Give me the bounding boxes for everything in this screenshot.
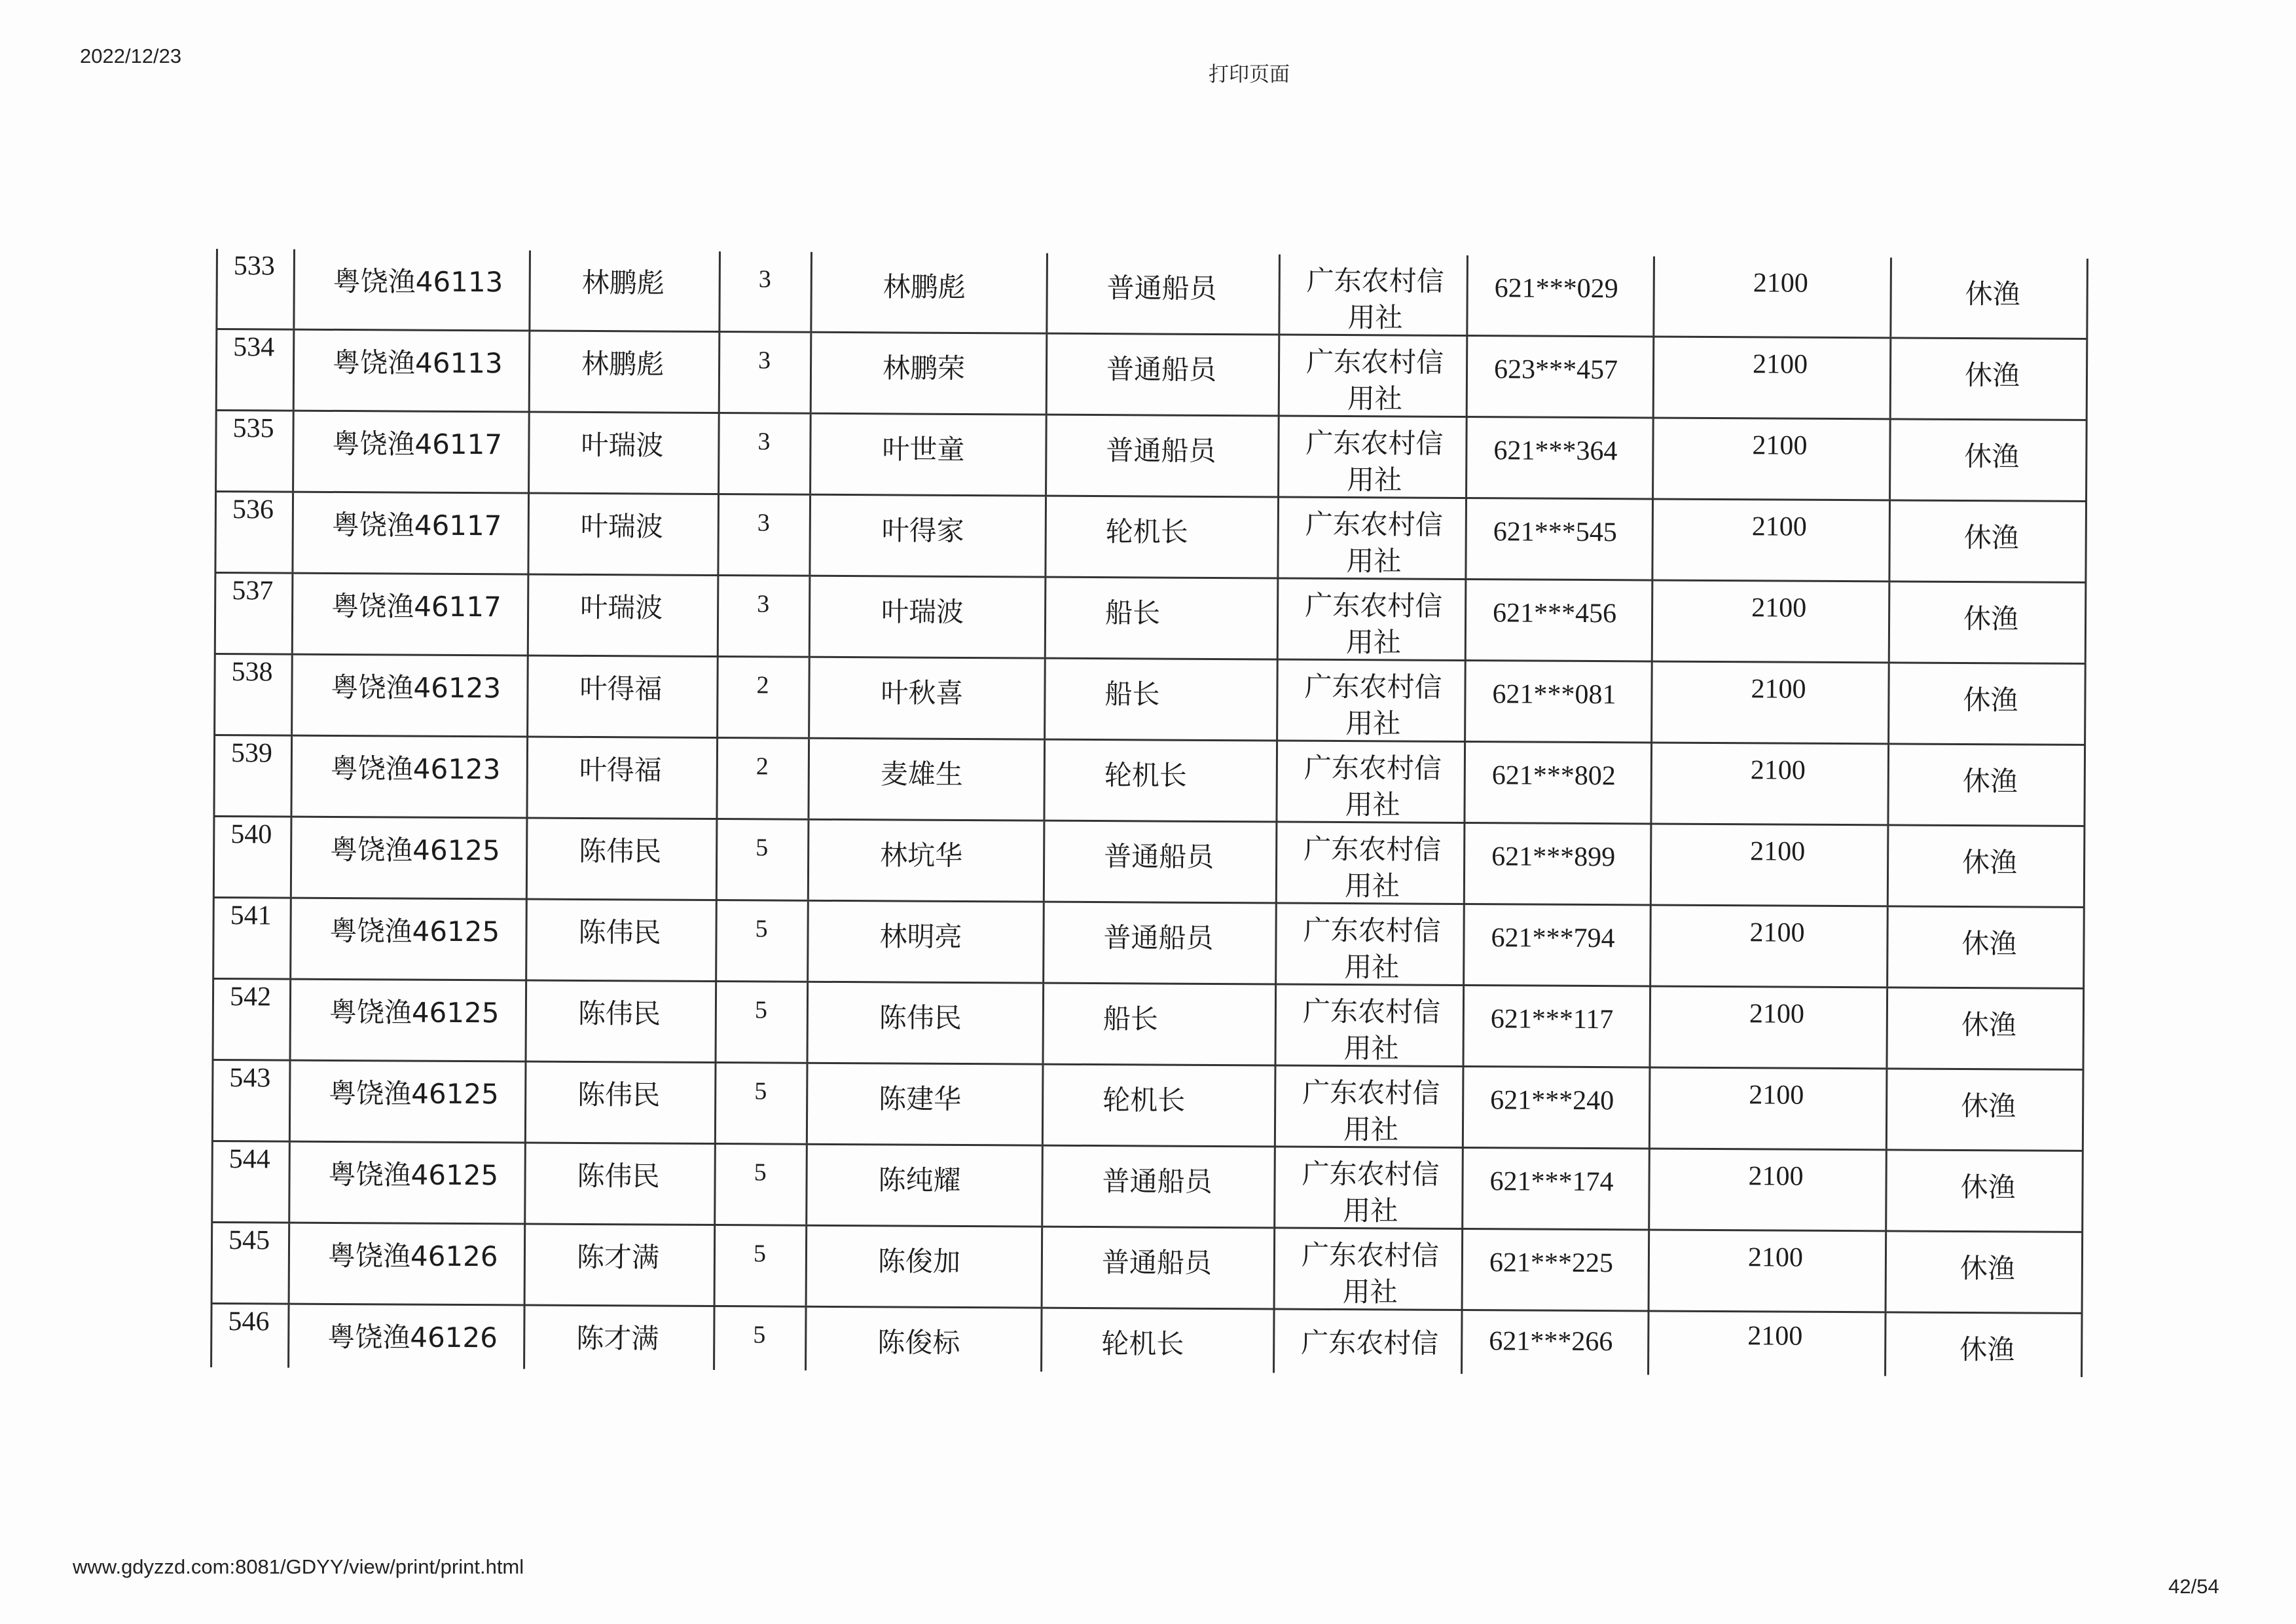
cell-position [1044, 497, 1277, 578]
cell-note [1888, 582, 2087, 663]
cell-amount-text: 2100 [1749, 999, 1805, 1029]
cell-amount-text: 2100 [1747, 1321, 1803, 1352]
cell-bank [1275, 985, 1463, 1065]
cell-bank-text: 广东农村信用社 [1305, 345, 1444, 415]
cell-position [1043, 822, 1276, 902]
cell-ship-number [289, 1061, 525, 1142]
cell-owner [524, 1062, 715, 1143]
cell-position-text: 船长 [1104, 678, 1160, 710]
cell-serial-no-text: 533 [233, 251, 275, 282]
cell-bank [1275, 904, 1463, 984]
cell-ship-number [292, 412, 528, 492]
cell-ship-number [291, 655, 527, 736]
cell-bank-text: 广东农村信用社 [1305, 589, 1443, 659]
cell-crew-name [807, 983, 1043, 1063]
cell-ship-number [291, 493, 528, 574]
cell-serial-no [215, 249, 293, 329]
cell-position-text: 普通船员 [1106, 353, 1217, 386]
cell-owner [525, 900, 716, 980]
cell-crew-count [717, 495, 809, 575]
cell-owner [525, 981, 716, 1061]
cell-account-text: 621***117 [1490, 1004, 1614, 1035]
cell-bank [1275, 741, 1464, 822]
cell-bank [1275, 822, 1464, 903]
cell-crew-count-text: 3 [757, 590, 770, 618]
cell-ship-number-text: 粤饶渔46113 [332, 346, 503, 380]
cell-note-text: 休渔 [1962, 845, 2018, 879]
cell-bank [1277, 416, 1466, 497]
cell-note-text: 休渔 [1964, 439, 2020, 473]
cell-ship-number [288, 1224, 524, 1304]
cell-owner-text: 林鹏彪 [581, 347, 665, 380]
cell-account [1463, 743, 1650, 822]
cell-bank-text: 广东农村信用社 [1304, 670, 1442, 740]
cell-account [1466, 255, 1653, 335]
cell-crew-count [714, 1226, 806, 1306]
cell-bank [1274, 1066, 1463, 1147]
cell-amount-text: 2100 [1751, 593, 1807, 623]
cell-crew-name-text: 陈建华 [879, 1082, 962, 1115]
cell-owner-text: 林鹏彪 [581, 266, 665, 299]
cell-ship-number-text: 粤饶渔46117 [331, 589, 501, 623]
cell-account [1463, 905, 1650, 985]
cell-position-text: 轮机长 [1101, 1327, 1184, 1360]
cell-crew-count-text: 5 [753, 1321, 766, 1349]
cell-crew-name-text: 陈伟民 [879, 1001, 962, 1034]
table-row [213, 817, 2086, 908]
cell-crew-count [718, 333, 811, 413]
cell-account [1461, 1149, 1649, 1228]
cell-position-text: 普通船员 [1102, 1165, 1212, 1198]
cell-owner [526, 819, 716, 899]
cell-bank-text: 广东农村信用社 [1302, 1076, 1440, 1146]
cell-note [1887, 745, 2086, 825]
cell-crew-count-text: 5 [754, 996, 768, 1024]
cell-account-text: 621***029 [1494, 273, 1618, 304]
cell-position-text: 船长 [1102, 1003, 1159, 1035]
cell-amount [1652, 418, 1889, 499]
cell-crew-name-text: 麦雄生 [880, 758, 963, 790]
cell-account [1461, 1311, 1647, 1375]
cell-crew-count-text: 5 [755, 915, 768, 943]
cell-owner-text: 陈伟民 [579, 834, 662, 868]
cell-crew-name-text: 叶世童 [882, 433, 965, 466]
cell-bank-text: 广东农村信用社 [1303, 832, 1442, 902]
cell-note [1885, 1151, 2084, 1231]
cell-bank [1277, 579, 1465, 659]
cell-amount [1651, 581, 1889, 661]
cell-note [1889, 339, 2088, 419]
cell-owner-text: 陈伟民 [578, 915, 661, 949]
cell-position [1042, 1065, 1275, 1146]
cell-ship-number-text: 粤饶渔46117 [331, 508, 502, 542]
cell-ship-number [293, 331, 529, 411]
cell-ship-number-text: 粤饶渔46125 [329, 914, 500, 948]
cell-note [1884, 1313, 2083, 1377]
cell-account [1465, 418, 1652, 498]
cell-ship-number [289, 899, 526, 980]
cell-owner-text: 陈伟民 [577, 997, 661, 1030]
cell-position-text: 轮机长 [1105, 515, 1188, 548]
print-date: 2022/12/23 [80, 45, 182, 67]
cell-owner [523, 1306, 713, 1370]
cell-crew-count-text: 3 [757, 428, 771, 456]
table-row [213, 736, 2086, 827]
cell-ship-number-text: 粤饶渔46123 [331, 671, 501, 705]
cell-serial-no-text: 535 [232, 413, 274, 444]
table-row [214, 574, 2087, 665]
cell-ship-number-text: 粤饶渔46126 [327, 1320, 498, 1354]
cell-crew-count-text: 3 [757, 509, 770, 537]
cell-account [1462, 986, 1649, 1066]
cell-serial-no-text: 539 [230, 738, 273, 769]
cell-serial-no [211, 1142, 289, 1222]
cell-crew-name-text: 叶瑞波 [881, 595, 964, 628]
cell-account-text: 623***457 [1493, 354, 1618, 386]
cell-crew-name [809, 496, 1045, 576]
cell-crew-name [809, 415, 1046, 495]
cell-ship-number-text: 粤饶渔46125 [329, 1077, 499, 1111]
cell-crew-name-text: 陈俊加 [877, 1245, 961, 1278]
cell-crew-count-text: 3 [758, 265, 771, 293]
cell-note-text: 休渔 [1965, 277, 2020, 310]
cell-position-text: 轮机长 [1104, 759, 1187, 792]
cell-serial-no-text: 546 [228, 1306, 270, 1337]
cell-serial-no-text: 536 [232, 494, 274, 525]
cell-note [1889, 420, 2088, 500]
cell-note-text: 休渔 [1959, 1333, 2015, 1366]
cell-crew-count [714, 1063, 807, 1143]
cell-owner-text: 叶瑞波 [580, 591, 663, 624]
cell-ship-number-text: 粤饶渔46125 [330, 833, 500, 867]
cell-crew-count [717, 576, 809, 656]
cell-amount-text: 2100 [1750, 836, 1806, 867]
cell-position [1044, 578, 1277, 659]
cell-ship-number [290, 818, 526, 898]
cell-serial-no-text: 543 [229, 1063, 271, 1094]
cell-amount [1650, 743, 1887, 824]
cell-crew-count [716, 657, 809, 737]
table-row [215, 411, 2088, 502]
cell-owner-text: 叶瑞波 [581, 428, 664, 462]
cell-amount [1652, 256, 1890, 337]
cell-crew-name-text: 林坑华 [880, 839, 963, 872]
cell-account [1464, 661, 1651, 741]
cell-amount-text: 2100 [1753, 268, 1808, 299]
cell-owner [528, 332, 719, 413]
cell-serial-no-text: 544 [228, 1144, 270, 1175]
cell-serial-no-text: 537 [232, 576, 274, 606]
subsidy-table [210, 249, 2088, 1385]
cell-serial-no [213, 655, 291, 735]
cell-bank-text: 广东农村信用社 [1302, 1157, 1440, 1227]
cell-ship-number-text: 粤饶渔46125 [329, 995, 500, 1029]
cell-crew-name [805, 1145, 1042, 1226]
cell-serial-no [215, 330, 293, 410]
page-number: 42/54 [2168, 1575, 2219, 1598]
cell-amount-text: 2100 [1749, 1080, 1804, 1111]
cell-amount [1651, 500, 1889, 580]
cell-account [1465, 580, 1652, 660]
cell-note [1886, 988, 2085, 1069]
table-row [211, 1061, 2085, 1152]
cell-ship-number [288, 1143, 524, 1223]
cell-crew-count-text: 5 [753, 1240, 767, 1268]
cell-ship-number [289, 980, 526, 1061]
cell-amount-text: 2100 [1750, 755, 1806, 786]
cell-bank-text: 广东农村信用社 [1305, 507, 1443, 578]
cell-owner [528, 251, 719, 331]
cell-crew-name-text: 陈纯耀 [878, 1164, 961, 1196]
cell-crew-count [718, 251, 811, 331]
table-row [214, 492, 2087, 583]
cell-position-text: 普通船员 [1104, 840, 1214, 873]
cell-crew-count-text: 5 [754, 1158, 767, 1187]
cell-owner-text: 叶得福 [579, 753, 662, 786]
cell-note [1887, 663, 2086, 744]
cell-crew-name [806, 1064, 1042, 1145]
cell-note [1886, 1069, 2085, 1150]
cell-serial-no [215, 411, 293, 491]
cell-position [1041, 1228, 1274, 1308]
cell-ship-number-text: 粤饶渔46113 [333, 265, 503, 299]
cell-ship-number-text: 粤饶渔46123 [330, 752, 501, 786]
cell-ship-number [291, 574, 528, 655]
cell-owner [526, 656, 717, 737]
cell-crew-name [810, 252, 1046, 333]
cell-crew-count-text: 2 [756, 752, 769, 781]
cell-bank [1273, 1228, 1462, 1309]
page-url: www.gdyzzd.com:8081/GDYY/view/print/print.html [73, 1555, 524, 1578]
cell-serial-no [214, 492, 292, 572]
cell-crew-count-text: 5 [756, 834, 769, 862]
cell-note-text: 休渔 [1963, 602, 2019, 635]
cell-position [1041, 1147, 1274, 1227]
cell-bank-text: 广东农村信用社 [1301, 1238, 1440, 1308]
cell-account-text: 621***545 [1493, 517, 1617, 548]
cell-position [1040, 1309, 1273, 1373]
cell-bank [1277, 498, 1465, 578]
cell-crew-name [805, 1227, 1042, 1307]
cell-account [1465, 499, 1652, 579]
cell-crew-name-text: 叶秋喜 [881, 676, 964, 709]
cell-account-text: 621***081 [1492, 679, 1616, 710]
cell-account-text: 621***266 [1489, 1326, 1613, 1357]
cell-crew-name-text: 林鹏荣 [882, 352, 966, 384]
cell-amount [1647, 1312, 1884, 1376]
table-row [212, 980, 2085, 1071]
cell-note-text: 休渔 [1963, 521, 2019, 554]
cell-serial-no-text: 538 [231, 657, 273, 688]
cell-bank [1273, 1147, 1462, 1228]
cell-position [1046, 335, 1279, 415]
table-row [212, 898, 2085, 989]
cell-crew-count [718, 414, 810, 494]
cell-crew-count [714, 1145, 806, 1225]
cell-serial-no [210, 1304, 288, 1368]
cell-position-text: 船长 [1104, 597, 1161, 629]
cell-crew-count [716, 820, 808, 900]
cell-account [1466, 337, 1653, 416]
cell-amount-text: 2100 [1752, 349, 1808, 380]
cell-account-text: 621***899 [1491, 841, 1616, 873]
cell-crew-name [809, 577, 1045, 657]
cell-note-text: 休渔 [1963, 683, 2018, 716]
cell-note [1888, 501, 2087, 581]
cell-note-text: 休渔 [1961, 1089, 2016, 1122]
cell-ship-number-text: 粤饶渔46117 [332, 427, 503, 461]
table-row [211, 1223, 2084, 1314]
cell-note-text: 休渔 [1961, 1008, 2016, 1041]
cell-serial-no-text: 542 [229, 982, 272, 1012]
cell-serial-no [214, 574, 292, 654]
cell-note-text: 休渔 [1959, 1251, 2016, 1285]
cell-serial-no-text: 534 [233, 332, 275, 363]
cell-account [1461, 1230, 1649, 1310]
cell-crew-count [715, 982, 807, 1062]
cell-crew-name [807, 739, 1044, 820]
cell-crew-count [713, 1307, 805, 1371]
cell-owner [527, 494, 718, 574]
cell-bank [1278, 335, 1467, 416]
cell-account-text: 621***794 [1491, 923, 1615, 954]
cell-owner [524, 1143, 714, 1224]
cell-position-text: 普通船员 [1103, 921, 1214, 954]
cell-crew-name-text: 陈俊标 [877, 1326, 960, 1359]
cell-crew-count [715, 901, 807, 981]
cell-account [1462, 1067, 1649, 1147]
cell-serial-no [213, 817, 291, 897]
cell-amount [1648, 1230, 1886, 1311]
cell-position [1044, 659, 1277, 740]
cell-position-text: 普通船员 [1106, 272, 1217, 305]
cell-position-text: 普通船员 [1106, 434, 1216, 468]
cell-amount [1649, 906, 1887, 986]
cell-bank [1276, 660, 1465, 741]
cell-position [1046, 253, 1279, 334]
cell-crew-count-text: 3 [758, 346, 771, 375]
cell-note-text: 休渔 [1964, 358, 2020, 392]
cell-position [1043, 741, 1276, 821]
table-row [211, 1142, 2084, 1233]
cell-amount [1648, 1149, 1886, 1230]
cell-amount-text: 2100 [1749, 917, 1805, 948]
cell-owner-text: 叶得福 [579, 672, 663, 705]
cell-ship-number [290, 737, 526, 817]
cell-amount-text: 2100 [1751, 511, 1807, 542]
cell-bank [1278, 254, 1467, 335]
cell-note [1886, 907, 2085, 987]
cell-ship-number [293, 249, 529, 330]
cell-bank [1273, 1310, 1461, 1374]
cell-crew-name-text: 林明亮 [879, 920, 962, 953]
cell-owner [528, 413, 718, 493]
table-row [215, 249, 2088, 340]
cell-bank-text: 广东农村信用社 [1303, 751, 1442, 821]
cell-account-text: 621***802 [1491, 760, 1616, 792]
cell-crew-count [716, 739, 808, 819]
cell-amount-text: 2100 [1748, 1161, 1804, 1192]
cell-crew-name [810, 333, 1046, 414]
cell-bank-text: 广东农村信用社 [1306, 264, 1444, 334]
cell-account-text: 621***174 [1489, 1166, 1614, 1198]
cell-crew-name [807, 821, 1044, 901]
cell-bank-text: 广东农村信 [1301, 1326, 1439, 1359]
cell-note [1887, 826, 2086, 906]
cell-serial-no [212, 980, 290, 1060]
cell-serial-no-text: 541 [230, 900, 272, 931]
cell-crew-name [807, 902, 1043, 982]
cell-crew-name [805, 1308, 1040, 1372]
cell-owner-text: 陈才满 [576, 1321, 659, 1355]
cell-crew-count-text: 5 [754, 1077, 767, 1105]
cell-amount-text: 2100 [1752, 430, 1808, 461]
table-row [215, 330, 2088, 421]
cell-account [1463, 824, 1650, 904]
cell-owner [524, 1225, 714, 1305]
cell-bank-text: 广东农村信用社 [1303, 913, 1441, 984]
cell-crew-count-text: 2 [756, 671, 769, 699]
cell-owner [527, 575, 718, 655]
cell-owner [526, 737, 716, 818]
cell-serial-no [212, 898, 290, 978]
cell-position [1042, 903, 1275, 984]
cell-note-text: 休渔 [1961, 927, 2017, 960]
cell-position [1042, 984, 1275, 1065]
cell-owner-text: 陈伟民 [577, 1159, 660, 1192]
cell-note [1889, 257, 2088, 338]
cell-crew-name-text: 林鹏彪 [883, 270, 966, 303]
cell-crew-name [808, 658, 1044, 739]
cell-ship-number [287, 1305, 523, 1369]
cell-bank-text: 广东农村信用社 [1305, 426, 1444, 496]
cell-account-text: 621***456 [1492, 598, 1617, 629]
cell-position [1045, 416, 1278, 496]
cell-amount [1649, 987, 1886, 1067]
cell-amount [1650, 662, 1888, 743]
cell-account-text: 621***225 [1489, 1247, 1614, 1279]
cell-owner-text: 叶瑞波 [580, 509, 663, 543]
cell-note-text: 休渔 [1960, 1170, 2016, 1204]
cell-amount [1650, 824, 1887, 905]
cell-bank-text: 广东农村信用社 [1302, 995, 1441, 1065]
cell-position-text: 普通船员 [1101, 1246, 1212, 1279]
cell-serial-no-text: 545 [228, 1225, 270, 1256]
cell-ship-number-text: 粤饶渔46126 [327, 1239, 498, 1273]
cell-account-text: 621***240 [1490, 1085, 1614, 1116]
cell-amount [1649, 1068, 1886, 1149]
table-row [210, 1304, 2083, 1377]
cell-serial-no [213, 736, 291, 816]
page-title: 打印页面 [1209, 63, 1290, 86]
cell-ship-number-text: 粤饶渔46125 [328, 1158, 499, 1192]
cell-serial-no-text: 540 [230, 819, 272, 850]
cell-position-text: 轮机长 [1102, 1084, 1186, 1116]
cell-owner-text: 陈才满 [576, 1240, 660, 1274]
cell-serial-no [211, 1223, 289, 1303]
cell-amount-text: 2100 [1747, 1242, 1804, 1273]
cell-note-text: 休渔 [1962, 764, 2018, 798]
cell-note [1885, 1232, 2084, 1312]
cell-amount-text: 2100 [1751, 674, 1806, 705]
cell-crew-name-text: 叶得家 [881, 514, 964, 547]
table-row [213, 655, 2086, 746]
cell-amount [1652, 337, 1890, 418]
cell-serial-no [211, 1061, 289, 1141]
cell-owner-text: 陈伟民 [577, 1078, 661, 1111]
cell-account-text: 621***364 [1493, 435, 1618, 467]
